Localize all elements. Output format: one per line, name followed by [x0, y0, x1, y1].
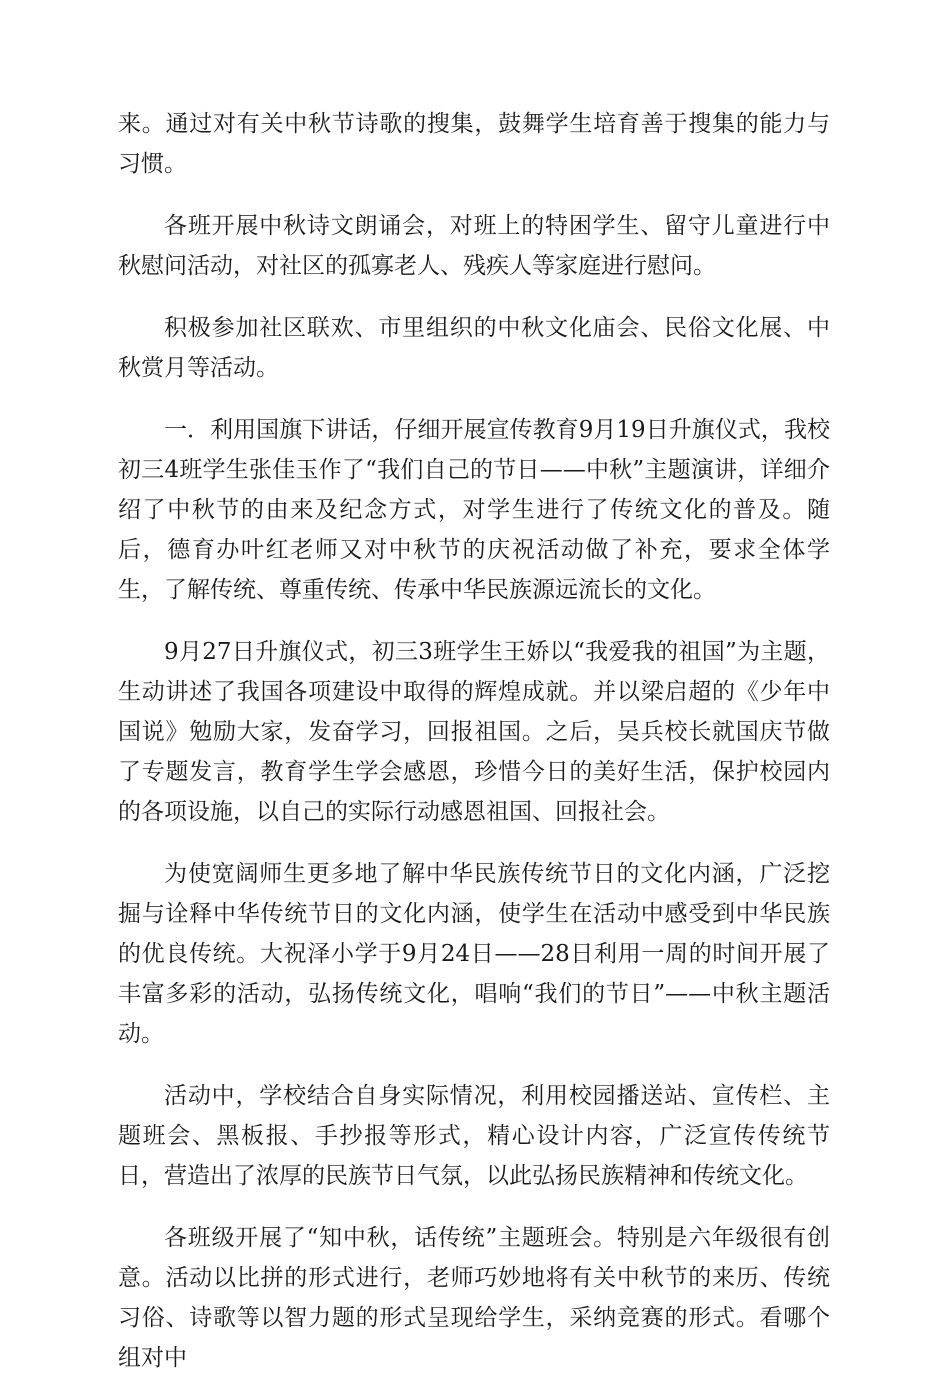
paragraph-2: 各班开展中秋诗文朗诵会，对班上的特困学生、留守儿童进行中秋慰问活动，对社区的孤寡老人、残疾人等家庭进行慰问。	[118, 213, 830, 279]
document-body	[118, 104, 830, 1400]
paragraph-1: 来。通过对有关中秋节诗歌的搜集，鼓舞学生培育善于搜集的能力与习惯。	[118, 111, 830, 177]
paragraph-4: 一．利用国旗下讲话，仔细开展宣传教育9月19日升旗仪式，我校初三4班学生张佳玉作了“我们自己的节日——中秋”主题演讲，详细介绍了中秋节的由来及纪念方式，对学生进行了传统文化的普及。随后，德育办叶红老师又对中秋节的庆祝活动做了补充，要求全体学生，了解传统、尊重传统、传承中华民族源远流长的文化。	[118, 417, 830, 603]
paragraph-3: 积极参加社区联欢、市里组织的中秋文化庙会、民俗文化展、中秋赏月等活动。	[118, 315, 830, 381]
paragraph-5: 9月27日升旗仪式，初三3班学生王娇以“我爱我的祖国”为主题，生动讲述了我国各项建设中取得的辉煌成就。并以梁启超的《少年中国说》勉励大家，发奋学习，回报祖国。之后，吴兵校长就国庆节做了专题发言，教育学生学会感恩，珍惜今日的美好生活，保护校园内的各项设施，以自己的实际行动感恩祖国、回报社会。	[118, 639, 830, 825]
paragraph-8: 各班级开展了“知中秋，话传统”主题班会。特别是六年级很有创意。活动以比拼的形式进行，老师巧妙地将有关中秋节的来历、传统习俗、诗歌等以智力题的形式呈现给学生，采纳竞赛的形式。看哪个组对中	[118, 1225, 830, 1371]
paragraph-7: 活动中，学校结合自身实际情况，利用校园播送站、宣传栏、主题班会、黑板报、手抄报等形式，精心设计内容，广泛宣传传统节日，营造出了浓厚的民族节日气氛，以此弘扬民族精神和传统文化。	[118, 1083, 830, 1189]
paragraph-6: 为使宽阔师生更多地了解中华民族传统节日的文化内涵，广泛挖掘与诠释中华传统节日的文化内涵，使学生在活动中感受到中华民族的优良传统。大祝泽小学于9月24日——28日利用一周的时间开展了丰富多彩的活动，弘扬传统文化，唱响“我们的节日”——中秋主题活动。	[118, 861, 830, 1047]
